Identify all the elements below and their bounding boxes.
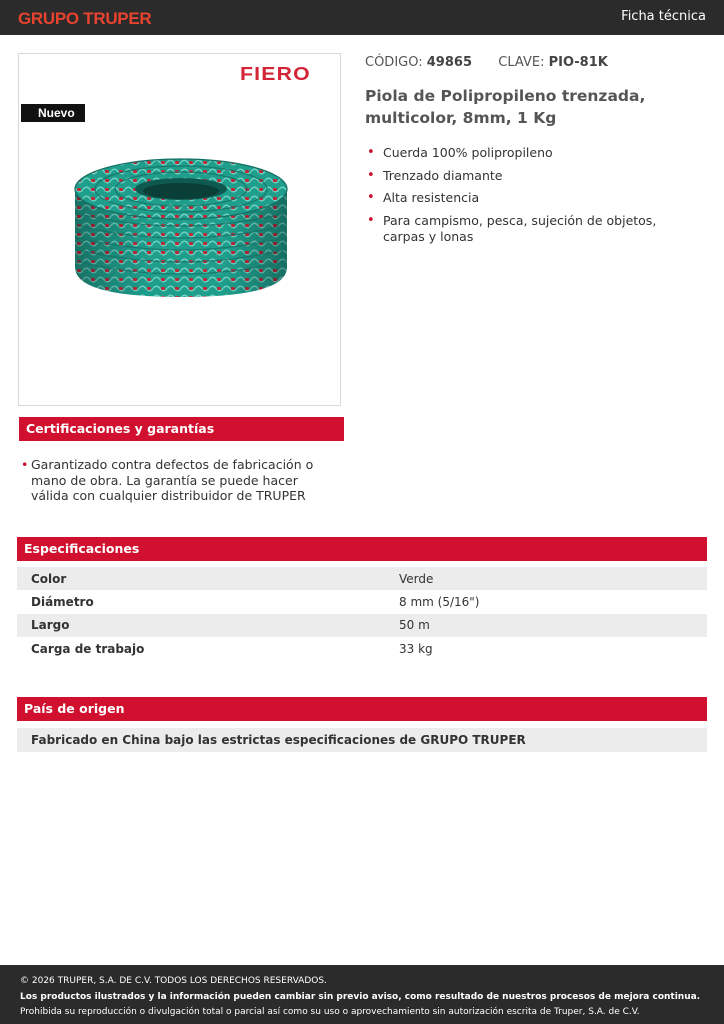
rope-coil-image: [69, 149, 294, 299]
certifications-heading: Certificaciones y garantías: [19, 417, 344, 441]
origin-heading: País de origen: [17, 697, 707, 721]
top-bar: [0, 0, 724, 35]
sheet-title: Ficha técnica: [621, 9, 706, 24]
key-label: CLAVE:: [498, 55, 545, 70]
feature-item: • Para campismo, pesca, sujeción de objetos, carpas y lonas: [365, 213, 700, 245]
footer-copyright: © 2026 TRUPER, S.A. DE C.V. TODOS LOS DERECHOS RESERVADOS.: [20, 976, 327, 986]
new-badge: Nuevo: [21, 104, 85, 122]
feature-list: [365, 145, 700, 251]
footer-legal: Prohibida su reproducción o divulgación total o parcial así como su uso o aprovechamiento sin autorización escrita de Truper, S.A. de C.V.: [20, 1007, 640, 1017]
table-row: [17, 567, 707, 590]
table-row: [17, 590, 707, 613]
product-title: Piola de Polipropileno trenzada, multicolor, 8mm, 1 Kg: [365, 87, 646, 127]
brand-logo: GRUPO TRUPER: [18, 9, 152, 28]
product-codes: [365, 55, 608, 70]
table-row: [17, 614, 707, 637]
spec-label: Diámetro: [31, 594, 94, 609]
table-row: [17, 637, 707, 660]
spec-label: Color: [17, 567, 399, 590]
code-value: 49865: [426, 55, 472, 70]
spec-value: 8 mm (5/16"): [399, 594, 480, 609]
spec-value: Verde: [399, 567, 707, 590]
code-label: CÓDIGO:: [365, 55, 423, 70]
spec-value: 50 m: [399, 614, 707, 637]
footer: [0, 965, 724, 1024]
product-image-panel: [18, 53, 341, 406]
origin-text: Fabricado en China bajo las estrictas especificaciones de GRUPO TRUPER: [17, 728, 707, 752]
specifications-heading: Especificaciones: [17, 537, 707, 561]
specifications-table: [17, 567, 707, 660]
warranty-text: • Garantizado contra defectos de fabricación o mano de obra. La garantía se puede hacer válida con cualquier distribuidor de TRUPER: [20, 457, 338, 504]
footer-notice: Los productos ilustrados y la información pueden cambiar sin previo aviso, como resultado de nuestros procesos de mejora continua.: [20, 991, 701, 1002]
fiero-logo: FIERO: [240, 64, 311, 84]
key-value: PIO-81K: [548, 55, 608, 70]
spec-value: 33 kg: [399, 641, 433, 656]
feature-item: • Trenzado diamante: [365, 168, 700, 184]
spec-label: Carga de trabajo: [31, 641, 145, 656]
feature-item: • Alta resistencia: [365, 190, 700, 206]
feature-item: • Cuerda 100% polipropileno: [365, 145, 700, 161]
spec-label: Largo: [17, 614, 399, 637]
